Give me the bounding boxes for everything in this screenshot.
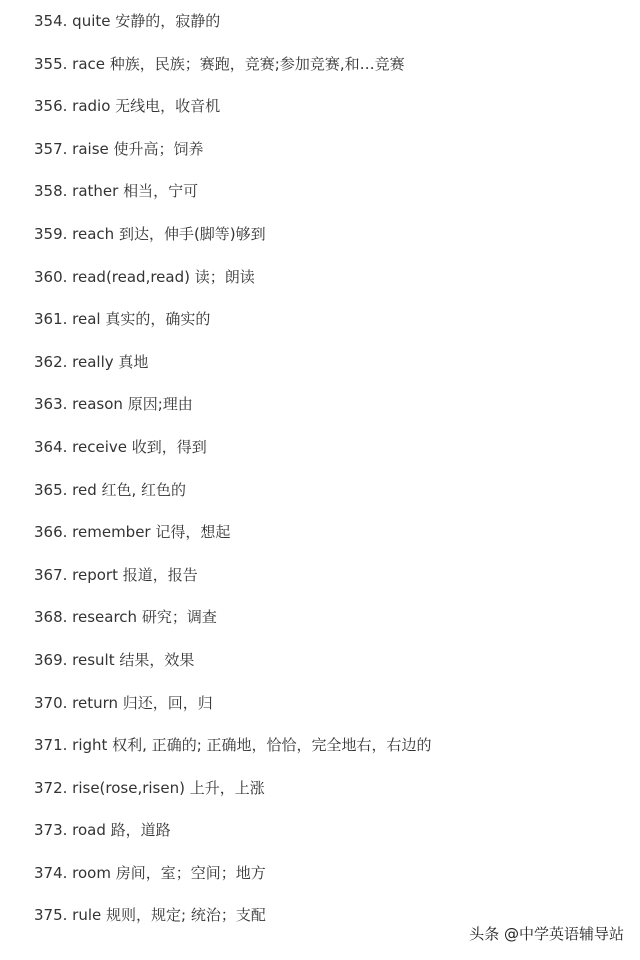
entry-text: 360. read(read,read) 读；朗读 <box>34 267 255 286</box>
vocab-entry-373 <box>34 817 624 860</box>
vocab-entry-366 <box>34 519 624 562</box>
entry-text: 362. really 真地 <box>34 352 149 371</box>
vocabulary-list <box>34 8 624 945</box>
entry-text: 365. red 红色, 红色的 <box>34 480 187 499</box>
vocab-entry-368 <box>34 604 624 647</box>
entry-text: 366. remember 记得，想起 <box>34 523 231 542</box>
entry-text: 369. result 结果，效果 <box>34 650 195 669</box>
vocab-entry-355 <box>34 51 624 94</box>
vocab-entry-359 <box>34 221 624 264</box>
entry-text: 371. right 权利, 正确的; 正确地，恰恰，完全地右，右边的 <box>34 736 432 755</box>
vocab-entry-356 <box>34 93 624 136</box>
entry-text: 354. quite 安静的，寂静的 <box>34 12 221 30</box>
entry-text: 356. radio 无线电，收音机 <box>34 97 221 116</box>
entry-text: 372. rise(rose,risen) 上升，上涨 <box>34 778 265 797</box>
entry-text: 359. reach 到达，伸手(脚等)够到 <box>34 224 266 243</box>
entry-text: 367. report 报道，报告 <box>34 565 198 584</box>
vocab-entry-365 <box>34 477 624 520</box>
vocab-entry-360 <box>34 264 624 307</box>
vocab-entry-354 <box>34 8 624 51</box>
source-watermark: 头条 @中学英语辅导站 <box>469 925 624 943</box>
vocab-entry-369 <box>34 647 624 690</box>
vocab-entry-372 <box>34 775 624 818</box>
entry-text: 370. return 归还，回，归 <box>34 693 213 712</box>
vocab-entry-370 <box>34 690 624 733</box>
entry-text: 363. reason 原因;理由 <box>34 395 193 414</box>
vocab-entry-363 <box>34 391 624 434</box>
entry-text: 368. research 研究；调查 <box>34 608 217 627</box>
vocab-entry-362 <box>34 349 624 392</box>
entry-text: 375. rule 规则，规定; 统治；支配 <box>34 906 266 925</box>
vocab-entry-358 <box>34 178 624 221</box>
entry-text: 373. road 路，道路 <box>34 821 171 840</box>
entry-text: 357. raise 使升高；饲养 <box>34 139 204 158</box>
vocab-entry-367 <box>34 562 624 605</box>
entry-text: 364. receive 收到，得到 <box>34 437 207 456</box>
vocab-entry-374 <box>34 860 624 903</box>
entry-text: 374. room 房间，室；空间；地方 <box>34 863 266 882</box>
vocab-entry-357 <box>34 136 624 179</box>
entry-text: 361. real 真实的，确实的 <box>34 310 211 329</box>
vocab-entry-371 <box>34 732 624 775</box>
vocab-entry-361 <box>34 306 624 349</box>
vocab-entry-364 <box>34 434 624 477</box>
entry-text: 355. race 种族，民族；赛跑，竞赛;参加竞赛,和…竞赛 <box>34 54 405 73</box>
entry-text: 358. rather 相当，宁可 <box>34 182 199 201</box>
